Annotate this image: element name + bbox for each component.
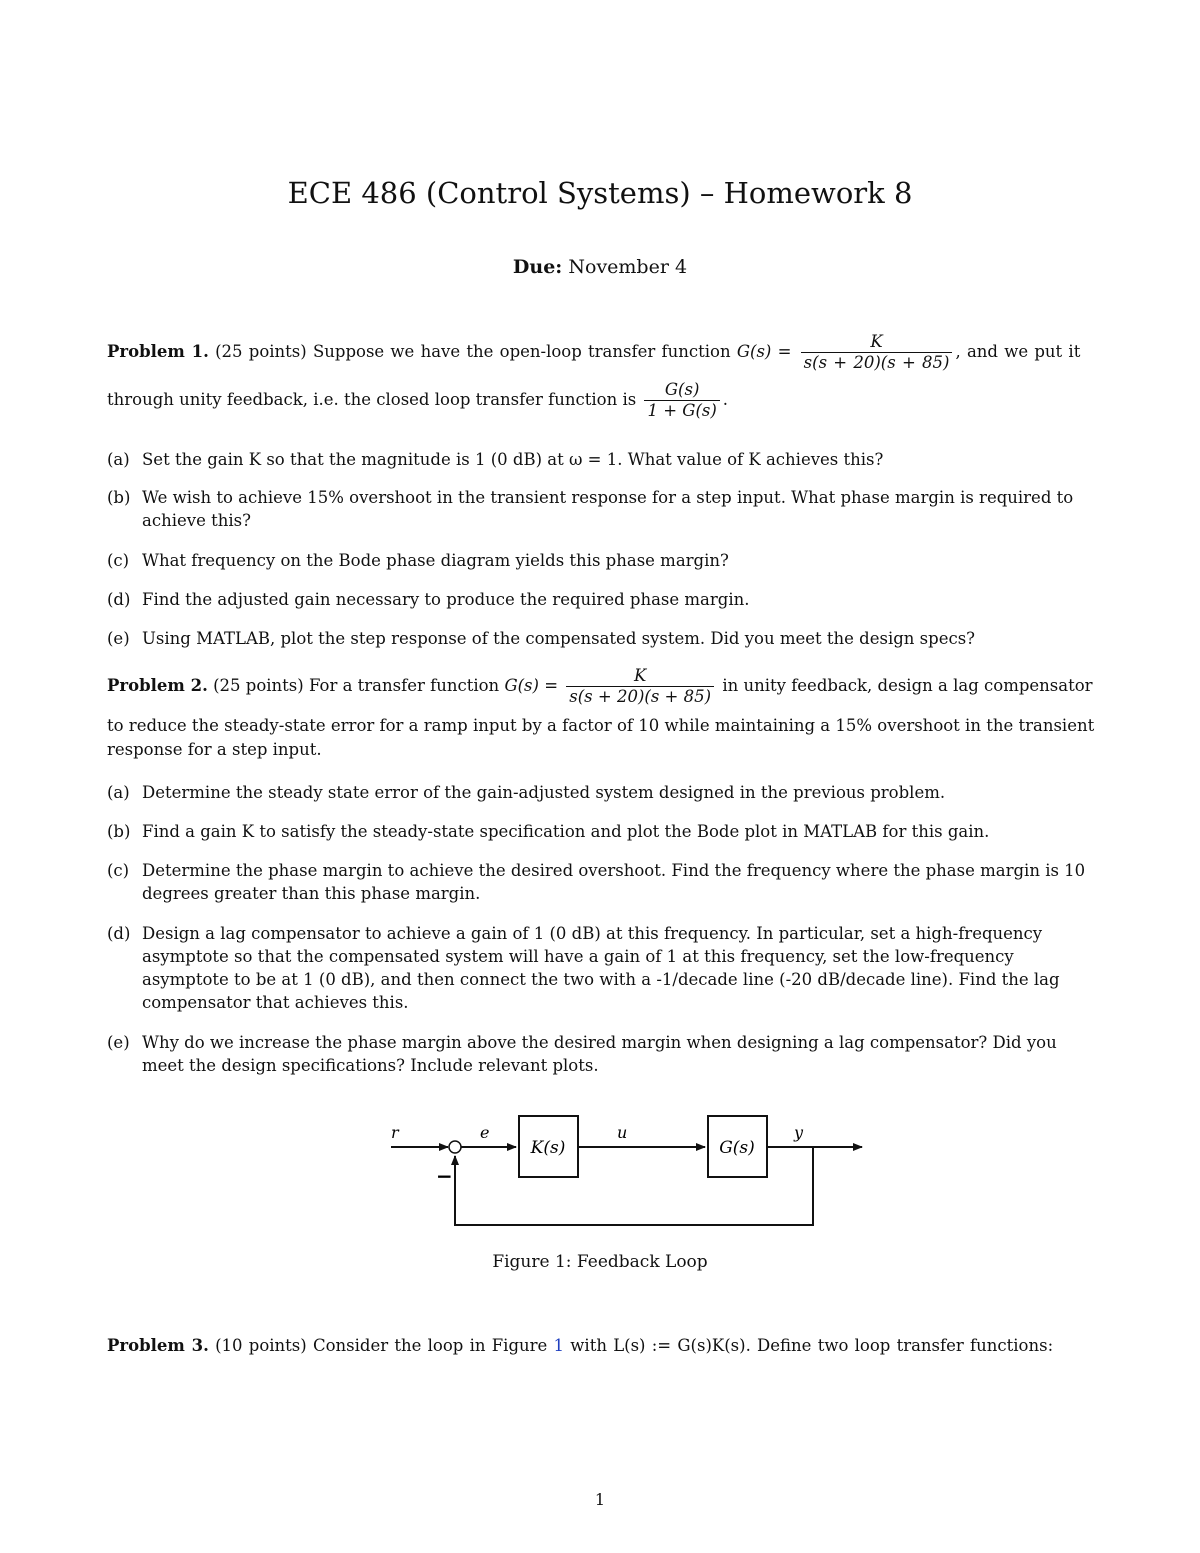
part-label: (b) <box>107 488 131 507</box>
problem-1-part <box>107 448 1097 471</box>
problem-2-part <box>107 859 1097 905</box>
block-k-label: K(s) <box>530 1138 566 1158</box>
part-text: Design a lag compensator to achieve a gain of 1 (0 dB) at this frequency. In particular, set a high-frequency asymptote so that the compensated system will have a gain of 1 at this frequency, set the low-frequency asymptote to be at 1 (0 dB), and then connect the two with a -1/decade line (-20 dB/decade line). Find the lag compensator that achieves this. <box>142 924 1060 1012</box>
part-text: Determine the phase margin to achieve the desired overshoot. Find the frequency where the phase margin is 10 degrees greater than this phase margin. <box>142 861 1086 903</box>
problem-2-points: (25 points) <box>213 676 304 695</box>
problem-2-part <box>107 781 1097 804</box>
part-label: (d) <box>107 924 131 943</box>
problem-3-text-a: Consider the loop in Figure <box>312 1336 548 1355</box>
part-label: (d) <box>107 590 131 609</box>
part-label: (a) <box>107 783 130 802</box>
problem-1-text-a: Suppose we have the open-loop transfer function <box>312 342 731 361</box>
part-label: (a) <box>107 450 130 469</box>
problem-3-text-b: with L(s) := G(s)K(s). Define two loop transfer functions: <box>570 1336 1054 1355</box>
part-text: Find a gain K to satisfy the steady-state specification and plot the Bode plot in MATLAB for this gain. <box>142 822 990 841</box>
problem-2-g-lhs: G(s) = <box>504 676 559 695</box>
problem-2-tf-denominator: s(s + 20)(s + 85) <box>569 687 712 706</box>
part-text: Why do we increase the phase margin above the desired margin when designing a lag compensator? Did you meet the design specifications? Include relevant plots. <box>142 1033 1057 1075</box>
problem-1-part <box>107 627 1097 650</box>
label-e: e <box>480 1123 490 1142</box>
part-text: Find the adjusted gain necessary to produce the required phase margin. <box>142 590 750 609</box>
problem-1-part <box>107 588 1097 611</box>
block-g-label: G(s) <box>719 1138 755 1158</box>
problem-1-cl-denominator: 1 + G(s) <box>647 401 717 420</box>
problem-1-statement <box>107 332 1097 373</box>
part-label: (e) <box>107 629 130 648</box>
problem-2-statement <box>107 666 1097 707</box>
figure-reference-link[interactable]: 1 <box>553 1336 565 1355</box>
problem-1-text-c: through unity feedback, i.e. the closed loop transfer function is <box>107 390 637 409</box>
part-label: (c) <box>107 861 130 880</box>
problem-1-cl-fraction <box>644 380 719 421</box>
feedback-path <box>455 1147 813 1225</box>
due-label: Due: <box>512 256 563 278</box>
page-number: 1 <box>594 1490 606 1509</box>
part-text: Set the gain K so that the magnitude is 1 (0 dB) at ω = 1. What value of K achieves this? <box>142 450 884 469</box>
problem-1-part <box>107 549 1097 572</box>
figure-caption: Figure 1: Feedback Loop <box>492 1252 708 1272</box>
problem-1-tf-numerator: K <box>801 332 953 353</box>
due-value: November 4 <box>568 256 688 278</box>
feedback-loop-diagram <box>0 1100 1200 1240</box>
summing-junction <box>449 1141 461 1153</box>
label-minus: − <box>436 1164 453 1188</box>
problem-2-part <box>107 1031 1097 1077</box>
problem-1-points: (25 points) <box>215 342 307 361</box>
problem-2-text-a: For a transfer function <box>308 676 500 695</box>
problem-2-tf-fraction <box>566 666 714 707</box>
part-text: We wish to achieve 15% overshoot in the transient response for a step input. What phase margin is required to achieve this? <box>142 488 1074 530</box>
problem-2-tf-numerator: K <box>566 666 714 687</box>
problem-2-part <box>107 922 1097 1014</box>
problem-3-label: Problem 3. <box>107 1336 209 1355</box>
part-label: (b) <box>107 822 131 841</box>
problem-3-statement <box>107 1334 1097 1358</box>
problem-1-tf-fraction <box>801 332 953 373</box>
label-y: y <box>794 1123 804 1142</box>
problem-1-text-b: , and we put it <box>955 342 1081 361</box>
part-text: Using MATLAB, plot the step response of the compensated system. Did you meet the design specs? <box>142 629 976 648</box>
problem-1-tf-denominator: s(s + 20)(s + 85) <box>803 353 950 372</box>
label-u: u <box>617 1123 628 1142</box>
part-text: What frequency on the Bode phase diagram yields this phase margin? <box>142 551 729 570</box>
part-text: Determine the steady state error of the gain-adjusted system designed in the previous problem. <box>142 783 946 802</box>
problem-2-text-c: to reduce the steady-state error for a ramp input by a factor of 10 while maintaining a 15% overshoot in the transient response for a step input. <box>107 716 1095 759</box>
problem-1-g-lhs: G(s) = <box>736 342 792 361</box>
label-r: r <box>391 1123 399 1142</box>
due-date <box>0 256 1200 278</box>
problem-1-part <box>107 486 1097 532</box>
part-label: (c) <box>107 551 130 570</box>
problem-1-closed-loop: through unity feedback, i.e. the closed loop transfer function is $\frac{G(s)}{1 + G(s)}$ . <box>107 380 729 420</box>
problem-2-label: Problem 2. <box>107 676 208 695</box>
page-title: ECE 486 (Control Systems) – Homework 8 <box>287 176 913 210</box>
problem-1-cl-numerator: G(s) <box>644 380 719 401</box>
problem-1-label: Problem 1. <box>107 342 209 361</box>
problem-2-text-b: in unity feedback, design a lag compensator <box>722 676 1093 695</box>
part-label: (e) <box>107 1033 130 1052</box>
problem-2-part <box>107 820 1097 843</box>
problem-3-points: (10 points) <box>215 1336 307 1355</box>
